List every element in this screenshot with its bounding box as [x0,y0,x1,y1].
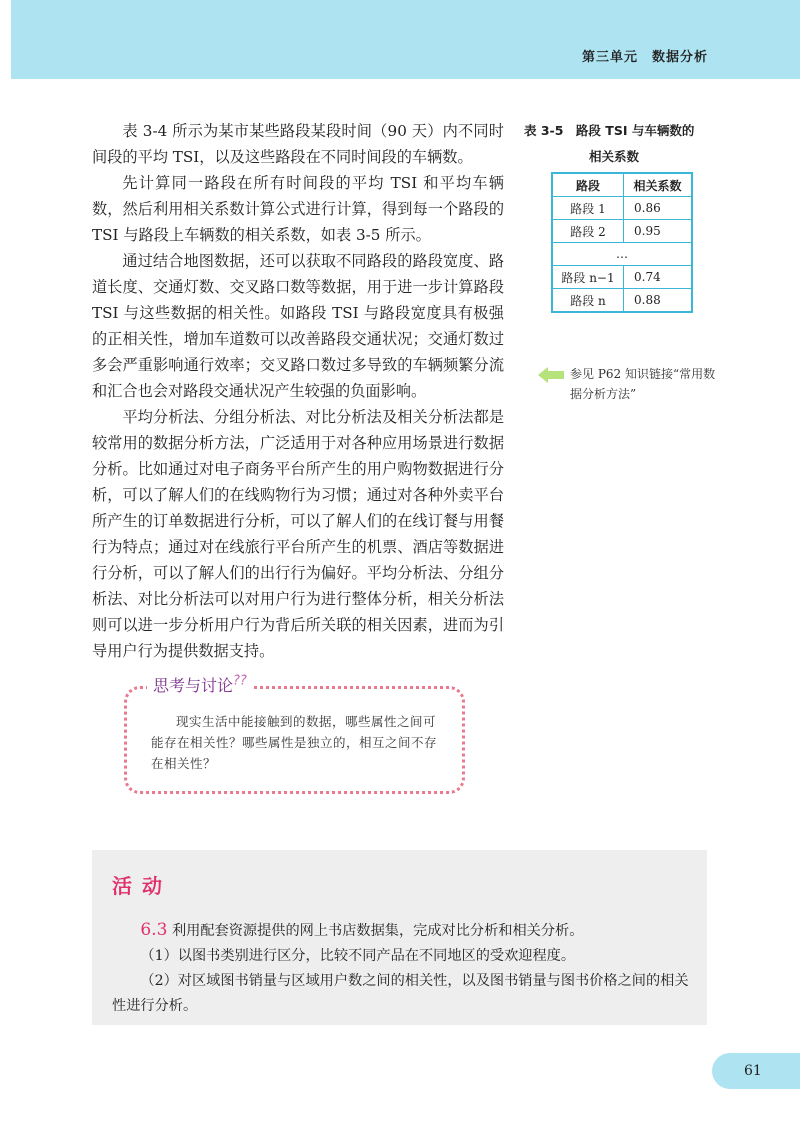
activity-intro [112,918,702,944]
table-row [552,266,692,289]
table-caption-line2: 相关系数 [589,149,640,164]
table-cell: 路段 1 [552,197,624,220]
activity-intro-text: 利用配套资源提供的网上书店数据集，完成对比分析和相关分析。 [171,923,584,939]
page-number-tab [712,1053,800,1089]
correlation-table [551,172,693,313]
table-row [552,220,692,243]
think-discuss-title [147,673,253,696]
think-title-text: 思考与讨论 [153,676,234,695]
activity-item: （2）对区域图书销量与区域用户数之间的相关性，以及图书销量与图书价格之间的相关性进行分析。 [112,973,689,1014]
main-text [92,118,504,664]
table-row [552,243,692,266]
think-discuss-box [124,673,465,794]
table-row [552,197,692,220]
paragraph: 平均分析法、分组分析法、对比分析法及相关分析法都是较常用的数据分析方法，广泛适用于对各种应用场景进行数据分析。比如通过对电子商务平台所产生的用户购物数据进行分析，可以了解人们的在线购物行为习惯；通过对各种外卖平台所产生的订单数据进行分析，可以了解人们的在线订餐与用餐行为特点；通过对在线旅行平台所产生的机票、酒店等数据进行分析，可以了解人们的出行行为偏好。平均分析法、分组分析法、对比分析法可以对用户行为进行整体分析，相关分析法则可以进一步分析用户行为背后所关联的相关因素，进而为引导用户行为提供数据支持。 [92,408,504,660]
paragraph: 通过结合地图数据，还可以获取不同路段的路段宽度、路道长度、交通灯数、交叉路口数等数据，用于进一步计算路段 TSI 与这些数据的相关性。如路段 TSI 与路段宽度具有极强的正相关性，增加车道数可以改善路段交通状况；交通灯数过多会严重影响通行效率；交叉路口数过多导致的车辆频繁分流和汇合也会对路段交通状况产生较强的负面影响。 [92,252,504,400]
table-ellipsis-cell: … [552,243,692,266]
activity-text [112,918,702,1019]
table-row [552,289,692,313]
activity-number: 6.3 [140,920,168,940]
green-arrow-left-icon [538,367,564,383]
unit-title: 第三单元 数据分析 [581,50,708,65]
table-header-row [552,173,692,197]
table-header-cell: 路段 [552,173,624,197]
table-caption [524,118,714,170]
table-cell: 路段 n−1 [552,266,624,289]
table-caption-line1: 表 3-5 路段 TSI 与车辆数的 [524,123,695,138]
activity-box [92,850,707,1025]
header-band [11,0,800,79]
activity-title: 活动 [112,874,172,898]
question-marks-icon: ?? [233,673,247,689]
table-cell: 0.95 [624,220,693,243]
table-header-cell: 相关系数 [624,173,693,197]
activity-item: （1）以图书类别进行区分，比较不同产品在不同地区的受欢迎程度。 [140,948,576,964]
table-cell: 0.88 [624,289,693,313]
side-note [540,364,720,404]
page-number: 61 [744,1063,762,1079]
table-cell: 0.74 [624,266,693,289]
side-note-text: 参见 P62 知识链接“常用数据分析方法” [570,367,716,401]
paragraph: 表 3-4 所示为某市某些路段某段时间（90 天）内不同时间段的平均 TSI，以及这些路段在不同时间段的车辆数。 [92,122,504,166]
paragraph: 先计算同一路段在所有时间段的平均 TSI 和平均车辆数，然后利用相关系数计算公式进行计算，得到每一个路段的 TSI 与路段上车辆数的相关系数，如表 3-5 所示。 [92,174,504,244]
table-cell: 路段 2 [552,220,624,243]
table-cell: 路段 n [552,289,624,313]
table-cell: 0.86 [624,197,693,220]
think-discuss-text: 现实生活中能接触到的数据，哪些属性之间可能存在相关性？哪些属性是独立的，相互之间不存在相关性？ [151,714,438,771]
